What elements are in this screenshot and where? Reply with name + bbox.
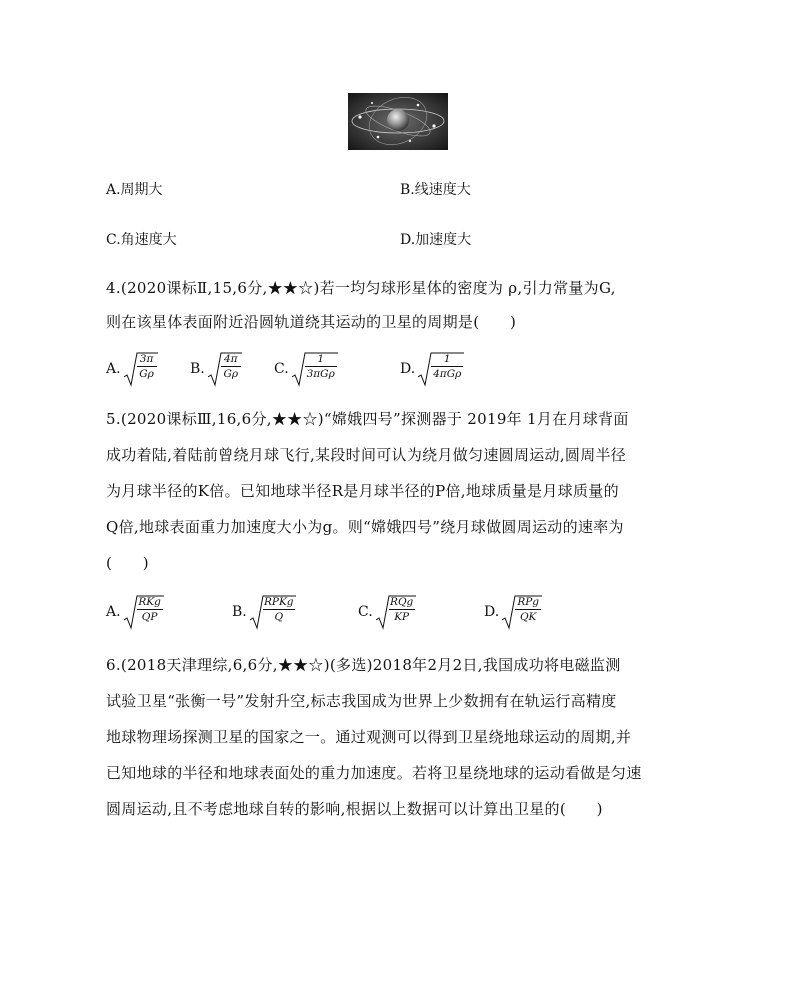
fraction-numerator: RKg [138,596,161,608]
q6-stem-line-5: 圆周运动,且不考虑地球自转的影响,根据以上数据可以计算出卫星的( ) [106,800,603,818]
satellite-orbit-image [348,93,448,150]
q6-stem-line-4: 已知地球的半径和地球表面处的重力加速度。若将卫星绕地球的运动看做是匀速 [106,764,642,782]
q5-stem-line-1: 5.(2020课标Ⅲ,16,6分,★★☆)“嫦娥四号”探测器于 2019年 1月在月球背面 [106,410,629,428]
fraction-numerator: 1 [443,353,451,365]
q3-option-c: C.角速度大 [106,232,177,248]
q5-option-c [358,594,416,630]
fraction-denominator: Q [274,611,284,623]
option-label: C. [274,361,289,377]
q3-option-b: B.线速度大 [400,182,471,198]
q6-stem-line-3: 地球物理场探测卫星的国家之一。通过观测可以得到卫星绕地球运动的周期,并 [106,728,632,746]
q4-option-a [106,351,158,387]
option-label: D. [484,604,500,620]
q5-stem-line-4: Q倍,地球表面重力加速度大小为g。则“嫦娥四号”绕月球做圆周运动的速率为 [106,518,624,536]
option-label: D. [400,361,416,377]
option-label: A. [106,604,121,620]
option-label: A. [106,361,121,377]
q4-option-c [274,351,338,387]
fraction-denominator: Gρ [139,368,154,380]
q5-stem-line-2: 成功着陆,着陆前曾绕月球飞行,某段时间可认为绕月做匀速圆周运动,圆周半径 [106,446,627,464]
fraction-denominator: QP [141,611,158,623]
fraction-denominator: KP [394,611,410,623]
fraction-denominator: 3πGρ [306,368,335,380]
fraction-denominator: Gρ [223,368,239,380]
fraction-numerator: 4π [223,353,238,365]
q5-option-d [484,594,542,630]
fraction-denominator: 4πGρ [433,368,462,380]
fraction-numerator: RPKg [263,596,294,608]
q5-option-a [106,594,164,630]
q3-option-a: A.周期大 [106,182,163,198]
q4-stem-line-2: 则在该星体表面附近沿圆轨道绕其运动的卫星的周期是( ) [106,313,517,331]
q6-stem-line-1: 6.(2018天津理综,6,6分,★★☆)(多选)2018年2月2日,我国成功将电磁监测 [106,656,621,674]
q4-stem-line-1: 4.(2020课标Ⅱ,15,6分,★★☆)若一均匀球形星体的密度为 ρ,引力常量为G, [106,279,616,297]
fraction-numerator: RPg [517,596,540,608]
q5-option-b [232,594,296,630]
fraction-numerator: 1 [317,353,325,365]
q4-option-d [400,351,464,387]
q5-stem-line-5: ( ) [106,554,149,572]
q5-stem-line-3: 为月球半径的K倍。已知地球半径R是月球半径的P倍,地球质量是月球质量的 [106,482,619,500]
q6-stem-line-2: 试验卫星“张衡一号”发射升空,标志我国成为世界上少数拥有在轨运行高精度 [106,692,617,710]
option-label: C. [358,604,373,620]
q3-option-d: D.加速度大 [400,232,472,248]
fraction-denominator: QK [519,611,537,623]
option-label: B. [190,361,205,377]
option-label: B. [232,604,247,620]
fraction-numerator: 3π [139,353,154,365]
fraction-numerator: RQg [390,596,414,608]
q4-option-b [190,351,242,387]
